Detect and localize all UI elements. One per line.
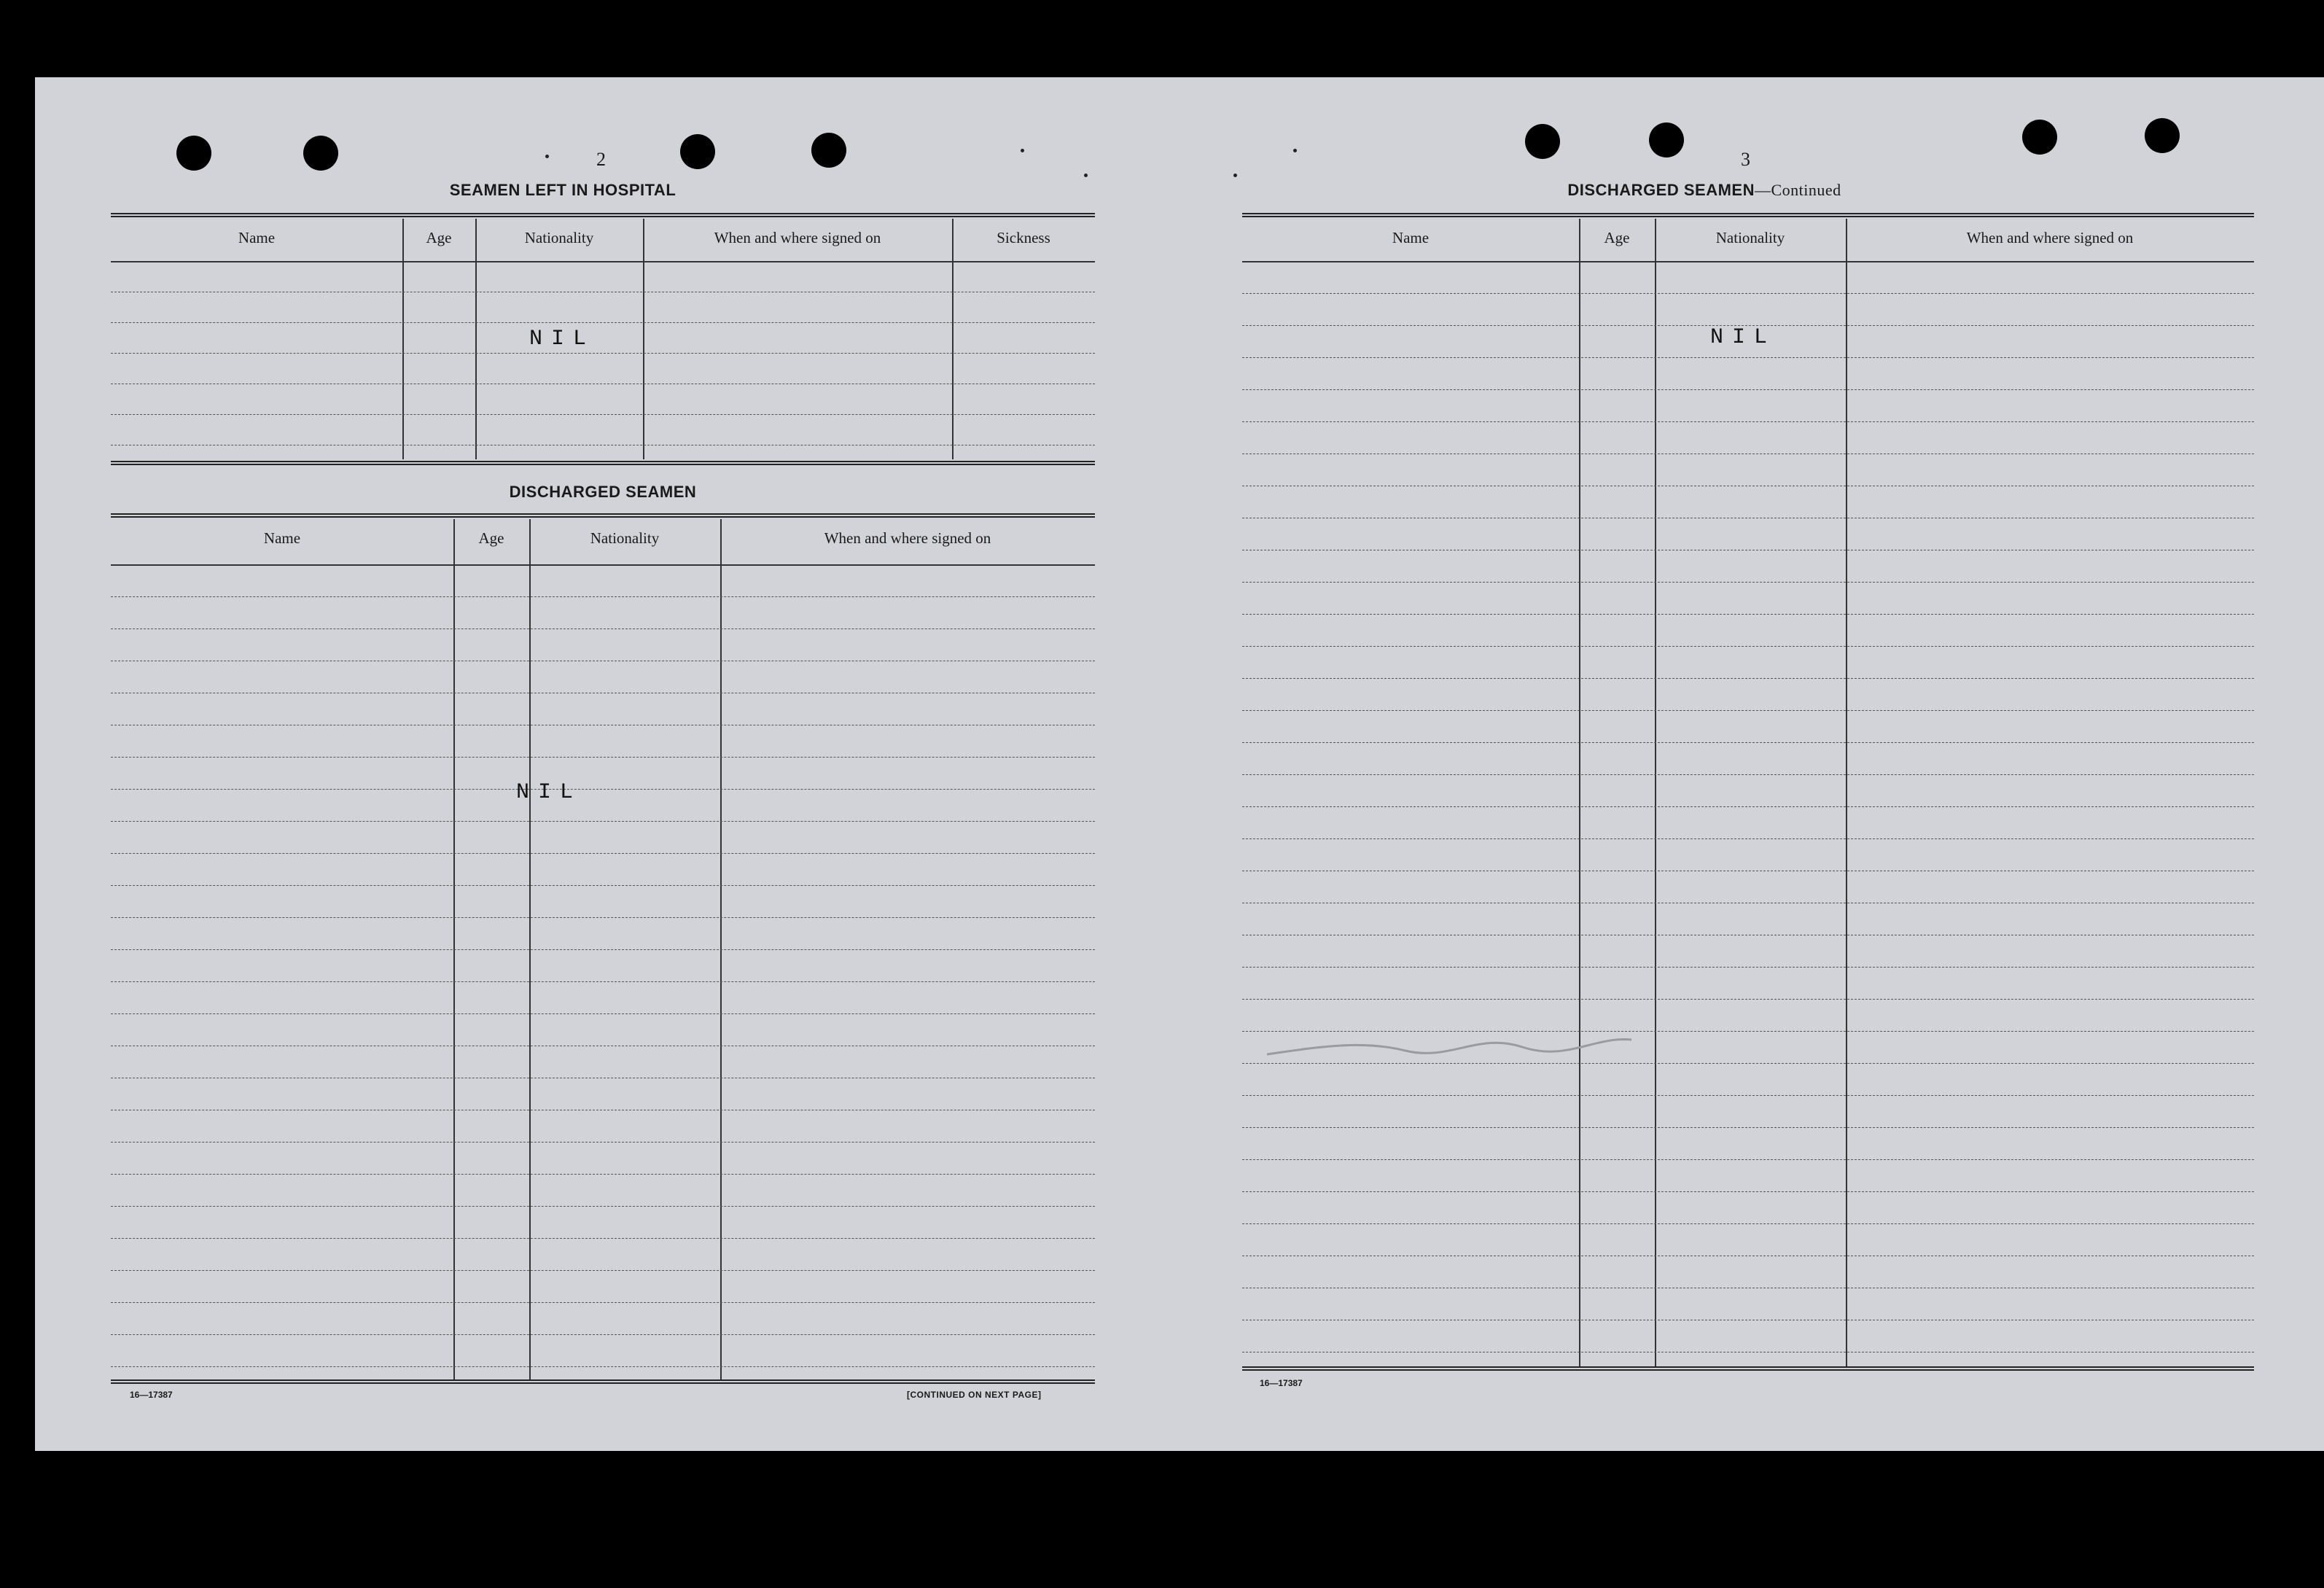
table-row <box>111 414 1095 415</box>
ink-speck <box>1021 149 1024 152</box>
column-header-age: Age <box>1604 229 1630 246</box>
typed-entry-nil: NIL <box>516 780 582 805</box>
table-row <box>111 853 1095 854</box>
table-row <box>1242 1159 2254 1160</box>
table-row <box>111 981 1095 982</box>
discharged-continued-table <box>1242 219 2254 1366</box>
table-row <box>111 1013 1095 1014</box>
continued-note: [CONTINUED ON NEXT PAGE] <box>907 1390 1042 1400</box>
column-header-name: Name <box>238 229 276 246</box>
section-title-discharged-continued <box>1478 181 1930 200</box>
punch-hole <box>2145 118 2180 153</box>
punch-hole <box>303 136 338 171</box>
column-header-sickness: Sickness <box>997 229 1050 246</box>
table-row <box>111 949 1095 950</box>
column-divider <box>1655 219 1656 1366</box>
section-title-suffix: —Continued <box>1754 181 1841 199</box>
column-header-signed-on: When and where signed on <box>714 229 881 246</box>
table-row <box>1242 1191 2254 1192</box>
page-number: 2 <box>596 149 606 170</box>
table-row <box>111 1302 1095 1303</box>
table-row <box>1242 389 2254 390</box>
ink-speck <box>1084 174 1088 177</box>
table-row <box>111 1270 1095 1271</box>
table-row <box>1242 1127 2254 1128</box>
table-row <box>111 885 1095 886</box>
header-rule <box>111 261 1095 262</box>
column-divider <box>475 219 477 459</box>
table-row <box>1242 999 2254 1000</box>
ink-speck <box>1293 149 1297 152</box>
table-row <box>111 1174 1095 1175</box>
column-header-nationality: Nationality <box>524 229 594 246</box>
table-row <box>111 1366 1095 1367</box>
table-row <box>1242 838 2254 839</box>
column-divider <box>1846 219 1847 1366</box>
section-title-hospital: SEAMEN LEFT IN HOSPITAL <box>449 181 676 199</box>
header-rule <box>1242 261 2254 262</box>
double-rule <box>1242 213 2254 217</box>
table-row <box>111 1142 1095 1143</box>
table-row <box>111 821 1095 822</box>
punch-hole <box>1649 122 1684 157</box>
table-row <box>111 353 1095 354</box>
table-row <box>111 789 1095 790</box>
column-divider <box>402 219 404 459</box>
table-row <box>1242 710 2254 711</box>
table-row <box>111 917 1095 918</box>
column-divider <box>643 219 644 459</box>
ink-speck <box>545 155 549 158</box>
table-row <box>1242 774 2254 775</box>
table-row <box>111 1206 1095 1207</box>
punch-hole <box>2022 120 2057 155</box>
table-row <box>1242 806 2254 807</box>
punch-hole <box>680 134 715 169</box>
column-header-nationality: Nationality <box>590 529 660 547</box>
column-header-signed-on: When and where signed on <box>1966 229 2134 246</box>
punch-hole <box>176 136 211 171</box>
column-header-signed-on: When and where signed on <box>824 529 991 547</box>
table-row <box>1242 646 2254 647</box>
typed-entry-nil: NIL <box>1710 325 1777 350</box>
ink-speck <box>1233 174 1237 177</box>
column-divider <box>1579 219 1580 1366</box>
form-number: 16—17387 <box>1260 1378 1303 1388</box>
double-rule <box>111 213 1095 217</box>
bleed-through-signature <box>1260 1011 1639 1069</box>
typed-entry-nil: NIL <box>529 327 596 351</box>
table-row <box>1242 614 2254 615</box>
double-rule <box>111 461 1095 465</box>
table-row <box>1242 967 2254 968</box>
punch-hole <box>1525 124 1560 159</box>
document-sheet <box>35 77 2324 1451</box>
table-row <box>1242 1095 2254 1096</box>
table-row <box>1242 1223 2254 1224</box>
table-row <box>1242 742 2254 743</box>
hospital-table <box>111 219 1095 459</box>
column-header-nationality: Nationality <box>1715 229 1785 246</box>
page-number: 3 <box>1741 149 1750 170</box>
header-rule <box>111 564 1095 566</box>
table-row <box>111 596 1095 597</box>
table-row <box>1242 678 2254 679</box>
section-title-text: DISCHARGED SEAMEN <box>1567 181 1755 199</box>
double-rule <box>111 1379 1095 1384</box>
table-row <box>1242 293 2254 294</box>
column-header-age: Age <box>426 229 452 246</box>
table-row <box>111 628 1095 629</box>
column-header-name: Name <box>263 529 301 547</box>
column-header-name: Name <box>1392 229 1430 246</box>
table-row <box>111 757 1095 758</box>
double-rule <box>1242 1366 2254 1371</box>
table-row <box>111 1238 1095 1239</box>
column-divider <box>952 219 954 459</box>
table-row <box>1242 421 2254 422</box>
table-row <box>1242 582 2254 583</box>
discharged-table <box>111 519 1095 1379</box>
column-header-age: Age <box>478 529 504 547</box>
punch-hole <box>811 133 846 168</box>
table-row <box>111 1334 1095 1335</box>
section-title-discharged: DISCHARGED SEAMEN <box>509 483 697 501</box>
table-row <box>1242 357 2254 358</box>
form-number: 16—17387 <box>130 1390 173 1400</box>
double-rule <box>111 513 1095 518</box>
table-row <box>111 322 1095 323</box>
